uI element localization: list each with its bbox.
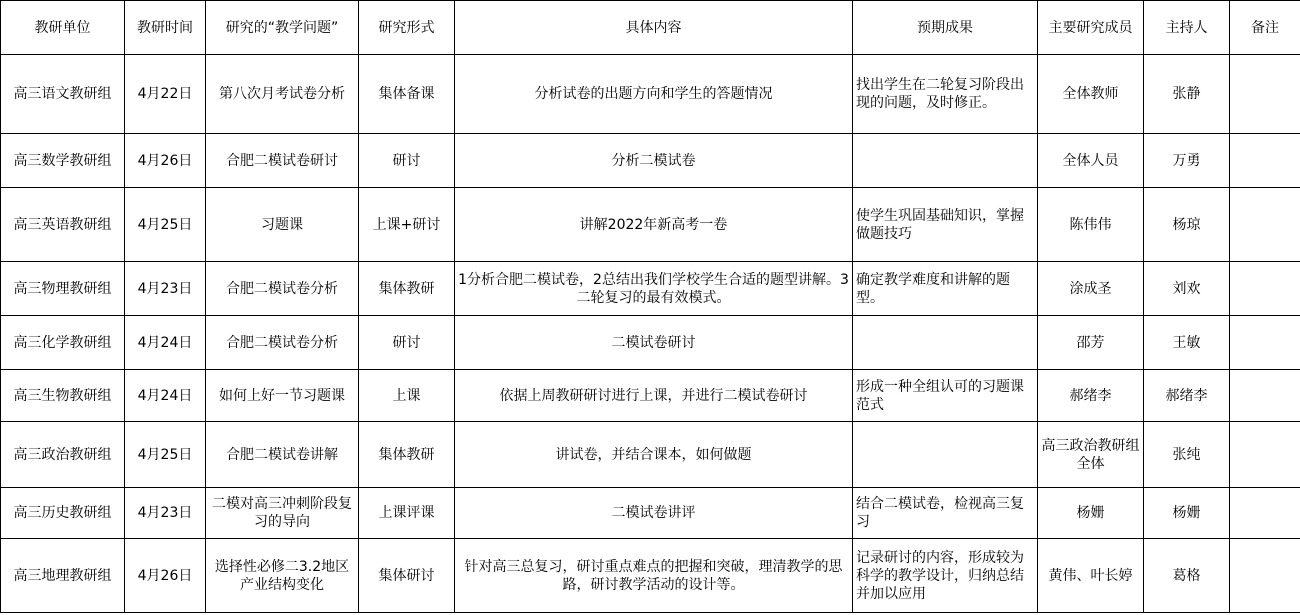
cell-content: 讲解2022年新高考一卷 <box>455 188 853 262</box>
cell-content: 二模试卷研讨 <box>455 316 853 370</box>
cell-unit: 高三英语教研组 <box>1 188 125 262</box>
cell-problem: 习题课 <box>206 188 359 262</box>
cell-unit: 高三地理教研组 <box>1 539 125 613</box>
header-host: 主持人 <box>1144 1 1230 55</box>
cell-problem: 合肥二模试卷讲解 <box>206 422 359 488</box>
cell-unit: 高三生物教研组 <box>1 370 125 422</box>
table-row <box>1 370 1300 422</box>
cell-time: 4月25日 <box>125 422 206 488</box>
cell-outcome <box>853 422 1038 488</box>
cell-outcome: 确定教学难度和讲解的题型。 <box>853 262 1038 316</box>
cell-content: 针对高三总复习，研讨重点难点的把握和突破，理清教学的思路，研讨教学活动的设计等。 <box>455 539 853 613</box>
cell-host: 王敏 <box>1144 316 1230 370</box>
cell-content: 1分析合肥二模试卷，2总结出我们学校学生合适的题型讲解。3二轮复习的最有效模式。 <box>455 262 853 316</box>
cell-form: 上课 <box>359 370 455 422</box>
table-row <box>1 134 1300 188</box>
header-time: 教研时间 <box>125 1 206 55</box>
cell-form: 上课+研讨 <box>359 188 455 262</box>
cell-notes <box>1230 55 1300 134</box>
cell-form: 集体教研 <box>359 262 455 316</box>
cell-problem: 合肥二模试卷研讨 <box>206 134 359 188</box>
cell-outcome <box>853 316 1038 370</box>
cell-host: 杨姗 <box>1144 488 1230 539</box>
cell-host: 葛格 <box>1144 539 1230 613</box>
cell-host: 郝绪李 <box>1144 370 1230 422</box>
cell-problem: 选择性必修二3.2地区产业结构变化 <box>206 539 359 613</box>
cell-outcome <box>853 134 1038 188</box>
table-row <box>1 488 1300 539</box>
cell-notes <box>1230 262 1300 316</box>
cell-host: 张静 <box>1144 55 1230 134</box>
cell-notes <box>1230 539 1300 613</box>
cell-notes <box>1230 316 1300 370</box>
cell-unit: 高三化学教研组 <box>1 316 125 370</box>
cell-members: 邵芳 <box>1038 316 1144 370</box>
cell-members: 涂成圣 <box>1038 262 1144 316</box>
cell-outcome: 形成一种全组认可的习题课范式 <box>853 370 1038 422</box>
cell-unit: 高三政治教研组 <box>1 422 125 488</box>
cell-members: 高三政治教研组全体 <box>1038 422 1144 488</box>
cell-notes <box>1230 134 1300 188</box>
cell-unit: 高三语文教研组 <box>1 55 125 134</box>
cell-time: 4月23日 <box>125 262 206 316</box>
table-row <box>1 539 1300 613</box>
cell-problem: 如何上好一节习题课 <box>206 370 359 422</box>
cell-notes <box>1230 188 1300 262</box>
header-row <box>1 1 1300 55</box>
cell-host: 杨琼 <box>1144 188 1230 262</box>
cell-outcome: 记录研讨的内容，形成较为科学的教学设计，归纳总结并加以应用 <box>853 539 1038 613</box>
cell-problem: 合肥二模试卷分析 <box>206 316 359 370</box>
cell-time: 4月22日 <box>125 55 206 134</box>
cell-time: 4月25日 <box>125 188 206 262</box>
cell-form: 集体教研 <box>359 422 455 488</box>
cell-host: 万勇 <box>1144 134 1230 188</box>
cell-form: 集体备课 <box>359 55 455 134</box>
cell-notes <box>1230 422 1300 488</box>
cell-time: 4月26日 <box>125 134 206 188</box>
cell-members: 杨姗 <box>1038 488 1144 539</box>
cell-form: 集体研讨 <box>359 539 455 613</box>
cell-unit: 高三物理教研组 <box>1 262 125 316</box>
header-problem: 研究的“教学问题” <box>206 1 359 55</box>
cell-content: 二模试卷讲评 <box>455 488 853 539</box>
cell-form: 研讨 <box>359 316 455 370</box>
cell-time: 4月23日 <box>125 488 206 539</box>
header-notes: 备注 <box>1230 1 1300 55</box>
cell-members: 郝绪李 <box>1038 370 1144 422</box>
header-outcome: 预期成果 <box>853 1 1038 55</box>
cell-outcome: 使学生巩固基础知识，掌握做题技巧 <box>853 188 1038 262</box>
cell-form: 研讨 <box>359 134 455 188</box>
header-form: 研究形式 <box>359 1 455 55</box>
cell-time: 4月24日 <box>125 370 206 422</box>
cell-unit: 高三数学教研组 <box>1 134 125 188</box>
cell-notes <box>1230 488 1300 539</box>
cell-form: 上课评课 <box>359 488 455 539</box>
table-row <box>1 316 1300 370</box>
cell-content: 讲试卷，并结合课本，如何做题 <box>455 422 853 488</box>
cell-members: 黄伟、叶长婷 <box>1038 539 1144 613</box>
cell-problem: 第八次月考试卷分析 <box>206 55 359 134</box>
cell-outcome: 找出学生在二轮复习阶段出现的问题，及时修正。 <box>853 55 1038 134</box>
table-row <box>1 188 1300 262</box>
cell-time: 4月24日 <box>125 316 206 370</box>
cell-time: 4月26日 <box>125 539 206 613</box>
table-row <box>1 262 1300 316</box>
cell-problem: 二模对高三冲刺阶段复习的导向 <box>206 488 359 539</box>
cell-host: 张纯 <box>1144 422 1230 488</box>
cell-problem: 合肥二模试卷分析 <box>206 262 359 316</box>
table-row <box>1 422 1300 488</box>
cell-members: 全体人员 <box>1038 134 1144 188</box>
cell-content: 分析试卷的出题方向和学生的答题情况 <box>455 55 853 134</box>
cell-host: 刘欢 <box>1144 262 1230 316</box>
cell-content: 依据上周教研研讨进行上课，并进行二模试卷研讨 <box>455 370 853 422</box>
cell-unit: 高三历史教研组 <box>1 488 125 539</box>
cell-outcome: 结合二模试卷，检视高三复习 <box>853 488 1038 539</box>
header-members: 主要研究成员 <box>1038 1 1144 55</box>
cell-members: 全体教师 <box>1038 55 1144 134</box>
table-row <box>1 55 1300 134</box>
header-unit: 教研单位 <box>1 1 125 55</box>
cell-members: 陈伟伟 <box>1038 188 1144 262</box>
cell-content: 分析二模试卷 <box>455 134 853 188</box>
cell-notes <box>1230 370 1300 422</box>
header-content: 具体内容 <box>455 1 853 55</box>
